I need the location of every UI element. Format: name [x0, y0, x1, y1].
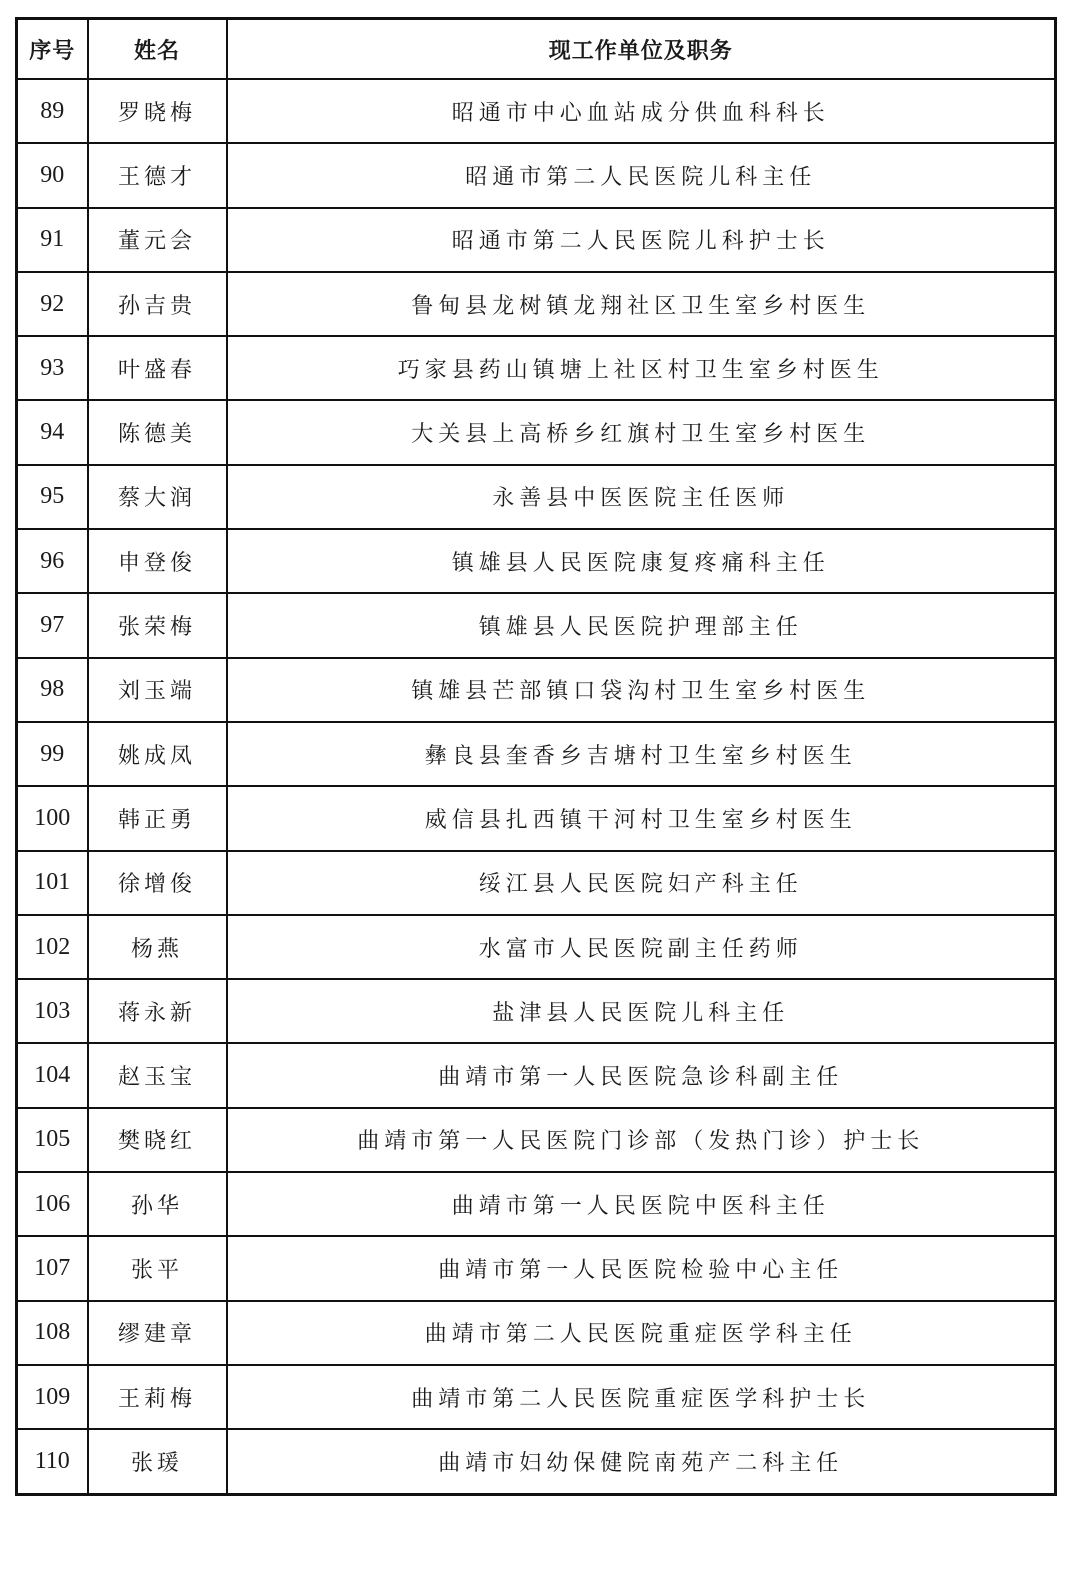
name-cell: 王莉梅 — [88, 1365, 227, 1429]
serial-number-cell: 105 — [17, 1108, 88, 1172]
table-row — [17, 529, 1056, 593]
serial-number-cell: 91 — [17, 208, 88, 272]
work-unit-cell: 曲靖市第一人民医院检验中心主任 — [227, 1236, 1056, 1300]
name-cell: 张瑗 — [88, 1429, 227, 1494]
serial-number-cell: 104 — [17, 1043, 88, 1107]
name-cell: 叶盛春 — [88, 336, 227, 400]
work-unit-cell: 昭通市中心血站成分供血科科长 — [227, 79, 1056, 143]
work-unit-cell: 昭通市第二人民医院儿科主任 — [227, 143, 1056, 207]
table-row — [17, 1365, 1056, 1429]
work-unit-cell: 曲靖市第二人民医院重症医学科护士长 — [227, 1365, 1056, 1429]
serial-number-cell: 94 — [17, 400, 88, 464]
serial-number-cell: 89 — [17, 79, 88, 143]
table-row — [17, 1108, 1056, 1172]
table-row — [17, 272, 1056, 336]
table-row — [17, 1236, 1056, 1300]
table-row — [17, 1172, 1056, 1236]
work-unit-cell: 曲靖市第一人民医院门诊部（发热门诊）护士长 — [227, 1108, 1056, 1172]
name-cell: 杨燕 — [88, 915, 227, 979]
work-unit-cell: 大关县上高桥乡红旗村卫生室乡村医生 — [227, 400, 1056, 464]
name-cell: 刘玉端 — [88, 658, 227, 722]
work-unit-cell: 曲靖市第一人民医院中医科主任 — [227, 1172, 1056, 1236]
serial-number-cell: 96 — [17, 529, 88, 593]
table-row — [17, 465, 1056, 529]
work-unit-cell: 彝良县奎香乡吉塘村卫生室乡村医生 — [227, 722, 1056, 786]
name-cell: 孙华 — [88, 1172, 227, 1236]
header-serial-number: 序号 — [17, 19, 88, 80]
name-cell: 徐增俊 — [88, 851, 227, 915]
serial-number-cell: 101 — [17, 851, 88, 915]
table-row — [17, 143, 1056, 207]
serial-number-cell: 99 — [17, 722, 88, 786]
table-row — [17, 851, 1056, 915]
honor-list-table — [15, 17, 1057, 1496]
name-cell: 缪建章 — [88, 1301, 227, 1365]
work-unit-cell: 巧家县药山镇塘上社区村卫生室乡村医生 — [227, 336, 1056, 400]
header-row — [17, 19, 1056, 80]
table-row — [17, 786, 1056, 850]
name-cell: 樊晓红 — [88, 1108, 227, 1172]
serial-number-cell: 92 — [17, 272, 88, 336]
table-row — [17, 722, 1056, 786]
work-unit-cell: 曲靖市第二人民医院重症医学科主任 — [227, 1301, 1056, 1365]
serial-number-cell: 106 — [17, 1172, 88, 1236]
table-row — [17, 658, 1056, 722]
name-cell: 陈德美 — [88, 400, 227, 464]
serial-number-cell: 100 — [17, 786, 88, 850]
serial-number-cell: 93 — [17, 336, 88, 400]
name-cell: 蒋永新 — [88, 979, 227, 1043]
table-row — [17, 79, 1056, 143]
header-work-unit-position: 现工作单位及职务 — [227, 19, 1056, 80]
table-row — [17, 208, 1056, 272]
work-unit-cell: 镇雄县芒部镇口袋沟村卫生室乡村医生 — [227, 658, 1056, 722]
work-unit-cell: 永善县中医医院主任医师 — [227, 465, 1056, 529]
name-cell: 张平 — [88, 1236, 227, 1300]
serial-number-cell: 95 — [17, 465, 88, 529]
table-row — [17, 1043, 1056, 1107]
name-cell: 董元会 — [88, 208, 227, 272]
name-cell: 王德才 — [88, 143, 227, 207]
name-cell: 蔡大润 — [88, 465, 227, 529]
table-row — [17, 915, 1056, 979]
serial-number-cell: 107 — [17, 1236, 88, 1300]
name-cell: 张荣梅 — [88, 593, 227, 657]
table-row — [17, 400, 1056, 464]
table-row — [17, 979, 1056, 1043]
work-unit-cell: 曲靖市妇幼保健院南苑产二科主任 — [227, 1429, 1056, 1494]
serial-number-cell: 102 — [17, 915, 88, 979]
work-unit-cell: 盐津县人民医院儿科主任 — [227, 979, 1056, 1043]
work-unit-cell: 昭通市第二人民医院儿科护士长 — [227, 208, 1056, 272]
table-row — [17, 1429, 1056, 1494]
name-cell: 孙吉贵 — [88, 272, 227, 336]
serial-number-cell: 98 — [17, 658, 88, 722]
serial-number-cell: 90 — [17, 143, 88, 207]
work-unit-cell: 鲁甸县龙树镇龙翔社区卫生室乡村医生 — [227, 272, 1056, 336]
work-unit-cell: 水富市人民医院副主任药师 — [227, 915, 1056, 979]
table-row — [17, 1301, 1056, 1365]
work-unit-cell: 镇雄县人民医院康复疼痛科主任 — [227, 529, 1056, 593]
work-unit-cell: 威信县扎西镇干河村卫生室乡村医生 — [227, 786, 1056, 850]
name-cell: 赵玉宝 — [88, 1043, 227, 1107]
name-cell: 罗晓梅 — [88, 79, 227, 143]
work-unit-cell: 绥江县人民医院妇产科主任 — [227, 851, 1056, 915]
name-cell: 姚成凤 — [88, 722, 227, 786]
serial-number-cell: 109 — [17, 1365, 88, 1429]
work-unit-cell: 镇雄县人民医院护理部主任 — [227, 593, 1056, 657]
header-name: 姓名 — [88, 19, 227, 80]
serial-number-cell: 108 — [17, 1301, 88, 1365]
name-cell: 韩正勇 — [88, 786, 227, 850]
serial-number-cell: 103 — [17, 979, 88, 1043]
name-cell: 申登俊 — [88, 529, 227, 593]
serial-number-cell: 110 — [17, 1429, 88, 1494]
table-row — [17, 593, 1056, 657]
serial-number-cell: 97 — [17, 593, 88, 657]
honor-list-table-container — [15, 17, 1057, 1496]
table-row — [17, 336, 1056, 400]
work-unit-cell: 曲靖市第一人民医院急诊科副主任 — [227, 1043, 1056, 1107]
